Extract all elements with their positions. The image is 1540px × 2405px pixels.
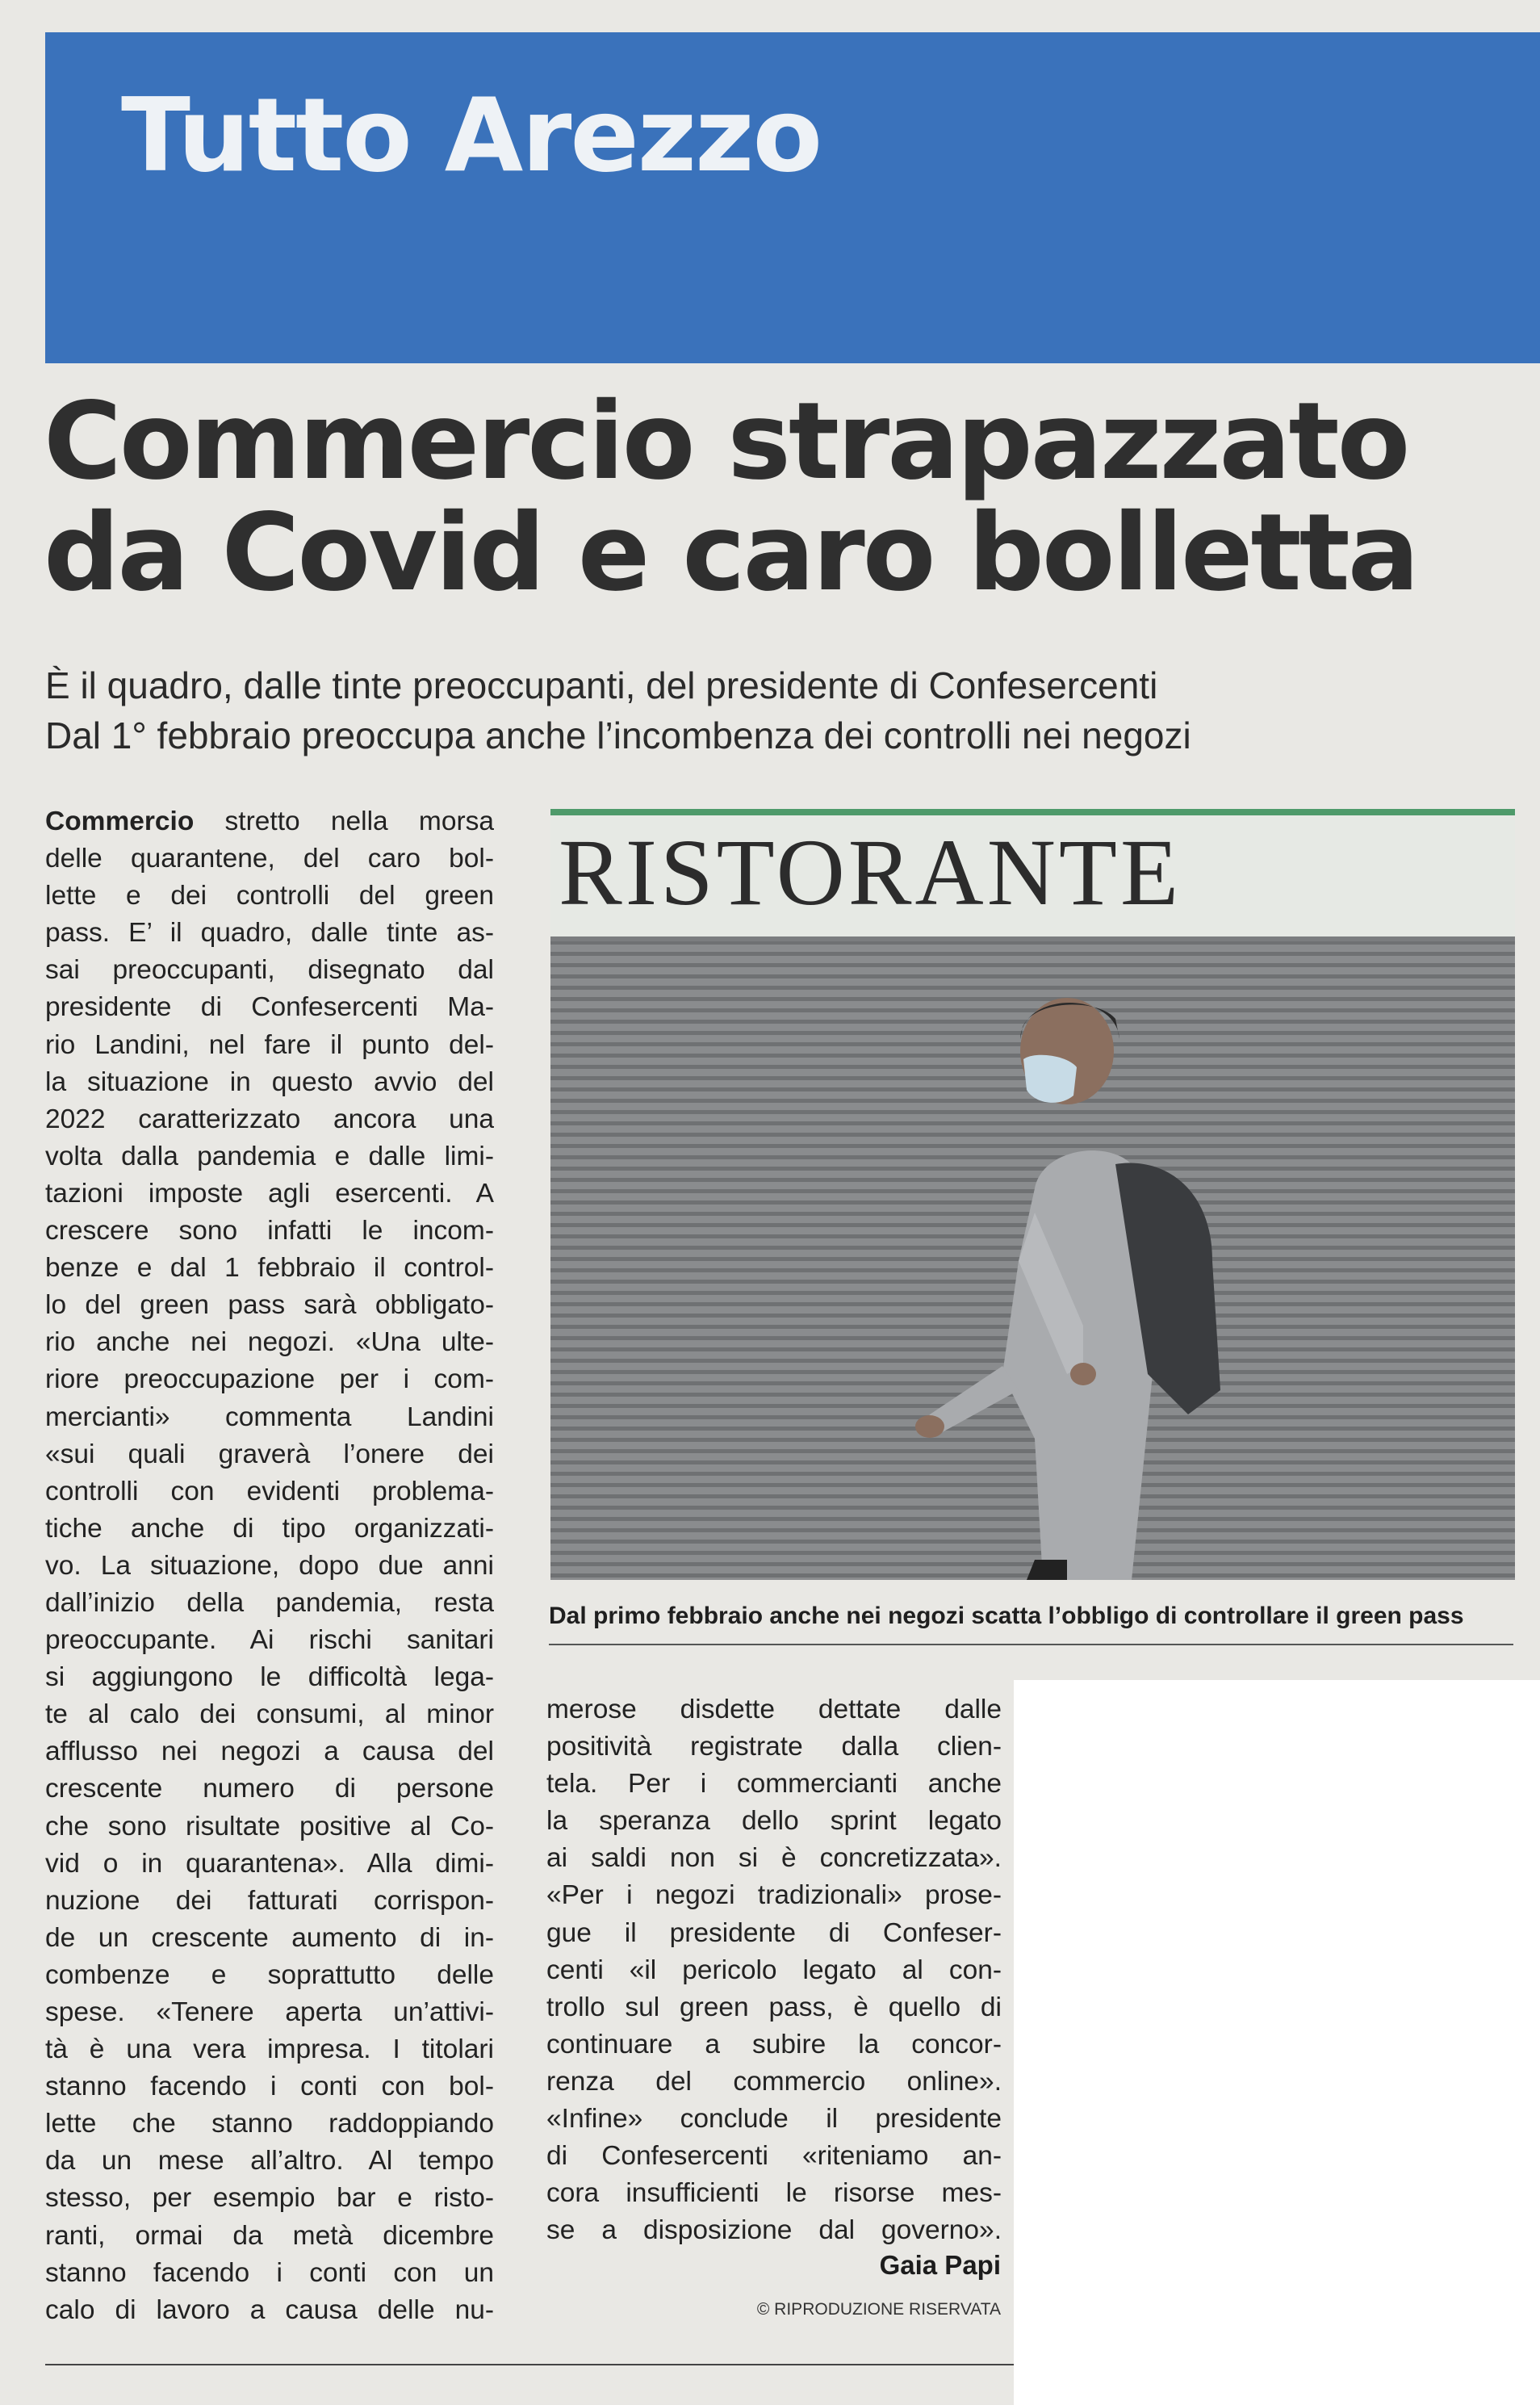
body-line: crescente numero di persone xyxy=(45,1774,494,1804)
body-line: de un crescente aumento di in- xyxy=(45,1922,494,1953)
body-line: positività registrate dalla clien- xyxy=(546,1732,1002,1762)
article-column-2 xyxy=(546,1691,1002,2249)
body-line: ranti, ormai da metà dicembre xyxy=(45,2220,494,2251)
body-line xyxy=(45,803,494,840)
body-line: vid o in quarantena». Alla dimi- xyxy=(45,1848,494,1879)
body-line: gue il presidente di Confeser- xyxy=(546,1917,1002,1948)
body-line: vo. La situazione, dopo due anni xyxy=(45,1550,494,1581)
body-line: di Confesercenti «riteniamo an- xyxy=(546,2141,1002,2172)
body-line: delle quarantene, del caro bol- xyxy=(45,844,494,874)
body-line: «Infine» conclude il presidente xyxy=(546,2104,1002,2135)
body-line: combenze e soprattutto delle xyxy=(45,1959,494,1990)
body-line: lette che stanno raddoppiando xyxy=(45,2109,494,2139)
body-line: calo di lavoro a causa delle nu- xyxy=(45,2294,494,2325)
subtitle-line: Dal 1° febbraio preoccupa anche l’incombenza dei controlli nei negozi xyxy=(45,714,1191,756)
lead-line-rest: stretto nella morsa xyxy=(194,807,494,836)
body-line: che sono risultate positive al Co- xyxy=(45,1811,494,1841)
body-line: 2022 caratterizzato ancora una xyxy=(45,1104,494,1134)
body-line: ai saldi non si è concretizzata». xyxy=(546,1843,1002,1874)
body-line: benze e dal 1 febbraio il control- xyxy=(45,1253,494,1284)
body-line: dall’inizio della pandemia, resta xyxy=(45,1587,494,1618)
body-line: riore preoccupazione per i com- xyxy=(45,1364,494,1395)
photo-caption: Dal primo febbraio anche nei negozi scatta l’obbligo di controllare il green pass xyxy=(549,1603,1464,1629)
article-photo xyxy=(550,809,1515,1580)
body-line: stanno facendo i conti con un xyxy=(45,2257,494,2288)
body-line: cora insufficienti le risorse mes- xyxy=(546,2178,1002,2209)
subtitle-line: È il quadro, dalle tinte preoccupanti, del presidente di Confesercenti xyxy=(45,664,1158,706)
body-line: la speranza dello sprint legato xyxy=(546,1806,1002,1837)
body-line: stanno facendo i conti con bol- xyxy=(45,2072,494,2102)
body-line: spese. «Tenere aperta un’attivi- xyxy=(45,1997,494,2027)
body-line: renza del commercio online». xyxy=(546,2066,1002,2097)
body-line: sai preoccupanti, disegnato dal xyxy=(45,955,494,986)
body-line: «Per i negozi tradizionali» prose- xyxy=(546,1880,1002,1911)
blank-area xyxy=(1014,1680,1540,2405)
body-line: pass. E’ il quadro, dalle tinte as- xyxy=(45,918,494,949)
section-title: Tutto Arezzo xyxy=(121,76,822,195)
pedestrian-figure xyxy=(550,809,1515,1580)
author-byline: Gaia Papi xyxy=(879,2250,1001,2280)
body-line: tazioni imposte agli esercenti. A xyxy=(45,1178,494,1209)
body-line: rio anche nei negozi. «Una ulte- xyxy=(45,1327,494,1358)
bottom-divider xyxy=(45,2364,1014,2365)
body-line: controlli con evidenti problema- xyxy=(45,1476,494,1506)
body-line: si aggiungono le difficoltà lega- xyxy=(45,1662,494,1693)
body-line: te al calo dei consumi, al minor xyxy=(45,1699,494,1730)
body-line: centi «il pericolo legato al con- xyxy=(546,1955,1002,1985)
body-line: stesso, per esempio bar e risto- xyxy=(45,2183,494,2214)
body-line: «sui quali graverà l’onere dei xyxy=(45,1439,494,1469)
headline-line: Commercio strapazzato xyxy=(44,379,1408,504)
article-column-1 xyxy=(45,803,494,2329)
copyright-notice: © RIPRODUZIONE RISERVATA xyxy=(756,2300,1001,2319)
body-line: da un mese all’altro. Al tempo xyxy=(45,2146,494,2177)
caption-divider xyxy=(549,1644,1513,1645)
body-line: tela. Per i commercianti anche xyxy=(546,1769,1002,1800)
body-line: lette e dei controlli del green xyxy=(45,881,494,911)
body-line: volta dalla pandemia e dalle limi- xyxy=(45,1141,494,1171)
body-line: la situazione in questo avvio del xyxy=(45,1066,494,1097)
body-line: tà è una vera impresa. I titolari xyxy=(45,2034,494,2065)
body-line: crescere sono infatti le incom- xyxy=(45,1216,494,1246)
article-headline xyxy=(44,379,1529,615)
body-line: presidente di Confesercenti Ma- xyxy=(45,992,494,1023)
body-line: preoccupante. Ai rischi sanitari xyxy=(45,1625,494,1656)
body-line: mercianti» commenta Landini xyxy=(45,1402,494,1432)
body-line: rio Landini, nel fare il punto del- xyxy=(45,1029,494,1060)
body-line: afflusso nei negozi a causa del xyxy=(45,1737,494,1767)
body-line: continuare a subire la concor- xyxy=(546,2029,1002,2059)
body-line: se a disposizione dal governo». xyxy=(546,2215,1002,2246)
restaurant-sign: RISTORANTE xyxy=(550,809,1515,941)
headline-line: da Covid e caro bolletta xyxy=(44,491,1417,615)
lead-word: Commercio xyxy=(45,807,195,836)
body-line: merose disdette dettate dalle xyxy=(546,1695,1002,1724)
body-line: tiche anche di tipo organizzati- xyxy=(45,1513,494,1544)
article-subtitle xyxy=(45,660,1538,760)
body-line: nuzione dei fatturati corrispon- xyxy=(45,1885,494,1916)
body-line: trollo sul green pass, è quello di xyxy=(546,1992,1002,2022)
body-line: lo del green pass sarà obbligato- xyxy=(45,1290,494,1321)
